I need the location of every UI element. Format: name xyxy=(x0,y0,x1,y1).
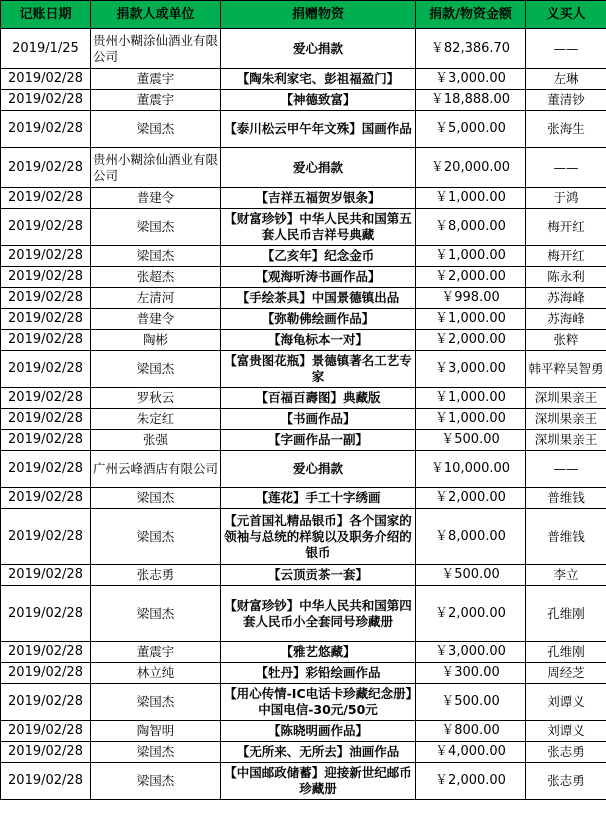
cell-amount: ￥1,000.00 xyxy=(416,188,526,209)
cell-donor: 董震宇 xyxy=(91,90,221,111)
cell-item: 爱心捐款 xyxy=(221,451,416,488)
table-row xyxy=(1,721,606,742)
cell-amount: ￥500.00 xyxy=(416,430,526,451)
cell-date: 2019/02/28 xyxy=(1,267,91,288)
cell-donor: 陶彬 xyxy=(91,330,221,351)
cell-buyer: 梅开红 xyxy=(526,246,606,267)
table-row xyxy=(1,69,606,90)
cell-buyer: —— xyxy=(526,29,606,69)
cell-buyer: 深圳果亲王 xyxy=(526,430,606,451)
cell-item: 【观海听涛书画作品】 xyxy=(221,267,416,288)
cell-donor: 梁国杰 xyxy=(91,742,221,763)
cell-buyer: 李立 xyxy=(526,565,606,586)
cell-item: 【陶朱利家宅、彭祖福盈门】 xyxy=(221,69,416,90)
cell-item: 【海龟标本一对】 xyxy=(221,330,416,351)
cell-item: 爱心捐款 xyxy=(221,29,416,69)
cell-amount: ￥2,000.00 xyxy=(416,763,526,800)
cell-amount: ￥82,386.70 xyxy=(416,29,526,69)
table-row xyxy=(1,684,606,721)
cell-donor: 贵州小糊涂仙酒业有限公司 xyxy=(91,148,221,188)
table-row xyxy=(1,763,606,800)
cell-date: 2019/02/28 xyxy=(1,188,91,209)
header-row xyxy=(1,1,606,29)
cell-date: 2019/02/28 xyxy=(1,663,91,684)
table-row xyxy=(1,388,606,409)
cell-item: 【云顶贡茶一套】 xyxy=(221,565,416,586)
cell-donor: 张超杰 xyxy=(91,267,221,288)
table-row xyxy=(1,663,606,684)
cell-amount: ￥998.00 xyxy=(416,288,526,309)
cell-donor: 梁国杰 xyxy=(91,246,221,267)
cell-buyer: 刘谭义 xyxy=(526,684,606,721)
cell-date: 2019/02/28 xyxy=(1,90,91,111)
cell-date: 2019/02/28 xyxy=(1,209,91,246)
table-row xyxy=(1,188,606,209)
cell-item: 【乙亥年】纪念金币 xyxy=(221,246,416,267)
cell-donor: 张志勇 xyxy=(91,565,221,586)
cell-donor: 梁国杰 xyxy=(91,111,221,148)
cell-amount: ￥1,000.00 xyxy=(416,309,526,330)
cell-amount: ￥1,000.00 xyxy=(416,409,526,430)
table-row xyxy=(1,565,606,586)
cell-item: 【富贵图花瓶】景德镇著名工艺专家 xyxy=(221,351,416,388)
cell-date: 2019/02/28 xyxy=(1,586,91,642)
cell-item: 【吉祥五福贺岁银条】 xyxy=(221,188,416,209)
cell-item: 【陈晓明画作品】 xyxy=(221,721,416,742)
table-row xyxy=(1,209,606,246)
cell-item: 【用心传情-IC电话卡珍藏纪念册】中国电信-30元/50元 xyxy=(221,684,416,721)
header-date: 记账日期 xyxy=(1,1,91,29)
cell-donor: 朱定红 xyxy=(91,409,221,430)
cell-amount: ￥8,000.00 xyxy=(416,509,526,565)
cell-buyer: 董清钞 xyxy=(526,90,606,111)
cell-donor: 广州云峰酒店有限公司 xyxy=(91,451,221,488)
cell-date: 2019/02/28 xyxy=(1,388,91,409)
cell-date: 2019/02/28 xyxy=(1,509,91,565)
cell-donor: 梁国杰 xyxy=(91,684,221,721)
table-row xyxy=(1,642,606,663)
cell-buyer: 张志勇 xyxy=(526,763,606,800)
table-row xyxy=(1,509,606,565)
cell-amount: ￥18,888.00 xyxy=(416,90,526,111)
cell-amount: ￥5,000.00 xyxy=(416,111,526,148)
cell-donor: 梁国杰 xyxy=(91,209,221,246)
cell-donor: 董震宇 xyxy=(91,69,221,90)
header-amount: 捐款/物资金额 xyxy=(416,1,526,29)
cell-buyer: 于鸿 xyxy=(526,188,606,209)
cell-amount: ￥800.00 xyxy=(416,721,526,742)
cell-item: 【无所来、无所去】油画作品 xyxy=(221,742,416,763)
cell-donor: 梁国杰 xyxy=(91,488,221,509)
cell-amount: ￥300.00 xyxy=(416,663,526,684)
cell-amount: ￥1,000.00 xyxy=(416,246,526,267)
cell-date: 2019/02/28 xyxy=(1,684,91,721)
cell-item: 爱心捐款 xyxy=(221,148,416,188)
cell-buyer: 孔维刚 xyxy=(526,586,606,642)
cell-item: 【手绘茶具】中国景德镇出品 xyxy=(221,288,416,309)
cell-date: 2019/02/28 xyxy=(1,430,91,451)
cell-donor: 左清河 xyxy=(91,288,221,309)
header-donor: 捐款人或单位 xyxy=(91,1,221,29)
cell-donor: 普建令 xyxy=(91,309,221,330)
cell-buyer: —— xyxy=(526,451,606,488)
cell-amount: ￥2,000.00 xyxy=(416,488,526,509)
cell-item: 【书画作品】 xyxy=(221,409,416,430)
cell-amount: ￥2,000.00 xyxy=(416,330,526,351)
cell-date: 2019/02/28 xyxy=(1,288,91,309)
table-row xyxy=(1,351,606,388)
cell-amount: ￥3,000.00 xyxy=(416,642,526,663)
cell-buyer: —— xyxy=(526,148,606,188)
cell-item: 【财富珍钞】中华人民共和国第四套人民币小全套同号珍藏册 xyxy=(221,586,416,642)
cell-donor: 罗秋云 xyxy=(91,388,221,409)
table-row xyxy=(1,330,606,351)
table-row xyxy=(1,409,606,430)
cell-amount: ￥10,000.00 xyxy=(416,451,526,488)
table-row xyxy=(1,90,606,111)
cell-buyer: 深圳果亲王 xyxy=(526,388,606,409)
cell-donor: 贵州小糊涂仙酒业有限公司 xyxy=(91,29,221,69)
cell-item: 【雅艺悠藏】 xyxy=(221,642,416,663)
cell-buyer: 韩平粹吴智勇 xyxy=(526,351,606,388)
cell-date: 2019/02/28 xyxy=(1,309,91,330)
cell-buyer: 深圳果亲王 xyxy=(526,409,606,430)
table-row xyxy=(1,309,606,330)
cell-donor: 梁国杰 xyxy=(91,509,221,565)
table-row xyxy=(1,246,606,267)
table-row xyxy=(1,29,606,69)
cell-item: 【中国邮政储蓄】迎接新世纪邮币珍藏册 xyxy=(221,763,416,800)
cell-buyer: 刘谭义 xyxy=(526,721,606,742)
cell-amount: ￥2,000.00 xyxy=(416,586,526,642)
cell-donor: 林立纯 xyxy=(91,663,221,684)
cell-buyer: 张志勇 xyxy=(526,742,606,763)
cell-buyer: 张海生 xyxy=(526,111,606,148)
table-row xyxy=(1,430,606,451)
table-row xyxy=(1,111,606,148)
table-row xyxy=(1,148,606,188)
cell-amount: ￥8,000.00 xyxy=(416,209,526,246)
cell-date: 2019/02/28 xyxy=(1,351,91,388)
cell-buyer: 左琳 xyxy=(526,69,606,90)
table-row xyxy=(1,586,606,642)
cell-date: 2019/02/28 xyxy=(1,642,91,663)
cell-date: 2019/02/28 xyxy=(1,451,91,488)
cell-date: 2019/02/28 xyxy=(1,111,91,148)
cell-buyer: 普维钱 xyxy=(526,509,606,565)
cell-item: 【泰川松云甲午年文殊】国画作品 xyxy=(221,111,416,148)
cell-buyer: 张粹 xyxy=(526,330,606,351)
header-buyer: 义买人 xyxy=(526,1,606,29)
cell-item: 【莲花】手工十字绣画 xyxy=(221,488,416,509)
cell-buyer: 周经芝 xyxy=(526,663,606,684)
cell-buyer: 普维钱 xyxy=(526,488,606,509)
cell-item: 【字画作品一副】 xyxy=(221,430,416,451)
cell-item: 【财富珍钞】中华人民共和国第五套人民币吉祥号典藏 xyxy=(221,209,416,246)
table-row xyxy=(1,488,606,509)
table-row xyxy=(1,451,606,488)
table-body xyxy=(1,29,606,800)
cell-date: 2019/02/28 xyxy=(1,330,91,351)
cell-amount: ￥3,000.00 xyxy=(416,351,526,388)
cell-buyer: 苏海峰 xyxy=(526,288,606,309)
cell-date: 2019/02/28 xyxy=(1,148,91,188)
cell-donor: 梁国杰 xyxy=(91,351,221,388)
cell-donor: 梁国杰 xyxy=(91,763,221,800)
cell-amount: ￥2,000.00 xyxy=(416,267,526,288)
cell-amount: ￥3,000.00 xyxy=(416,69,526,90)
cell-donor: 张强 xyxy=(91,430,221,451)
cell-amount: ￥4,000.00 xyxy=(416,742,526,763)
cell-item: 【弥勒佛绘画作品】 xyxy=(221,309,416,330)
table-row xyxy=(1,288,606,309)
cell-date: 2019/02/28 xyxy=(1,742,91,763)
cell-date: 2019/02/28 xyxy=(1,721,91,742)
cell-date: 2019/02/28 xyxy=(1,565,91,586)
cell-date: 2019/02/28 xyxy=(1,409,91,430)
cell-date: 2019/1/25 xyxy=(1,29,91,69)
cell-date: 2019/02/28 xyxy=(1,488,91,509)
cell-item: 【百福百壽图】典藏版 xyxy=(221,388,416,409)
cell-donor: 董震宇 xyxy=(91,642,221,663)
cell-donor: 普建令 xyxy=(91,188,221,209)
cell-date: 2019/02/28 xyxy=(1,69,91,90)
cell-amount: ￥20,000.00 xyxy=(416,148,526,188)
cell-date: 2019/02/28 xyxy=(1,246,91,267)
cell-amount: ￥1,000.00 xyxy=(416,388,526,409)
cell-buyer: 孔维刚 xyxy=(526,642,606,663)
cell-item: 【牡丹】彩铅绘画作品 xyxy=(221,663,416,684)
header-item: 捐赠物资 xyxy=(221,1,416,29)
cell-item: 【神德致富】 xyxy=(221,90,416,111)
cell-buyer: 苏海峰 xyxy=(526,309,606,330)
cell-donor: 梁国杰 xyxy=(91,586,221,642)
cell-date: 2019/02/28 xyxy=(1,763,91,800)
cell-buyer: 陈永利 xyxy=(526,267,606,288)
cell-amount: ￥500.00 xyxy=(416,684,526,721)
cell-buyer: 梅开红 xyxy=(526,209,606,246)
cell-item: 【元首国礼精品银币】各个国家的领袖与总统的样貌以及职务介绍的银币 xyxy=(221,509,416,565)
cell-amount: ￥500.00 xyxy=(416,565,526,586)
table-row xyxy=(1,267,606,288)
cell-donor: 陶智明 xyxy=(91,721,221,742)
table-row xyxy=(1,742,606,763)
